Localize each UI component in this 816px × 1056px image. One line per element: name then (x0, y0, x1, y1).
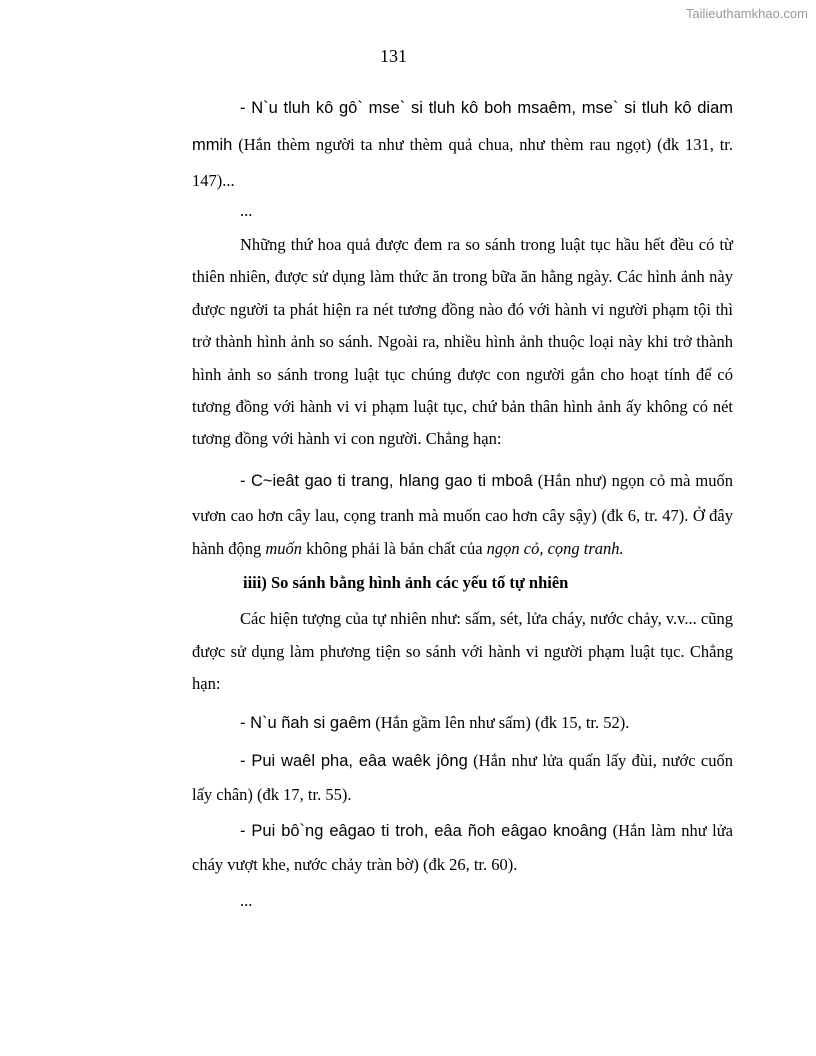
example-translation: (Hắn thèm người ta như thèm quả chua, như thèm rau ngọt) (đk 131, tr. 147)... (192, 134, 733, 190)
example-4 (192, 744, 733, 811)
emphasis: ngọn cỏ, cọng tranh. (486, 539, 624, 558)
example-source: - N`u tluh kô gô` mse` si tluh kô boh msaêm, mse` si tluh kô diam mmih (192, 99, 733, 154)
example-1 (192, 90, 733, 200)
emphasis: muốn (265, 539, 302, 558)
paragraph: Những thứ hoa quả được đem ra so sánh trong luật tục hầu hết đều có từ thiên nhiên, được sử dụng làm thức ăn trong bữa ăn hằng ngày. Các hình ảnh này được người ta phát hiện ra nét tương đồng nào đó với hành vi người phạm tội thì trở thành hình ảnh so sánh. Ngoài ra, nhiều hình ảnh thuộc loại này khi trở thành hình ảnh so sánh trong luật tục chúng được con người gắn cho hoạt tính để có tương đồng với hành vi vi phạm luật tục, chứ bản thân hình ảnh ấy không có nét tương đồng với hành vi con người. Chẳng hạn: (192, 235, 733, 449)
example-translation: (Hắn như) ngọn cỏ mà muốn vươn cao hơn cây lau, cọng tranh mà muốn cao hơn cây sậy) (đk 6, tr. 47). Ở đây hành động (192, 471, 733, 558)
page-number: 131 (380, 46, 407, 66)
example-source: - Pui waêl pha, eâa waêk jông (240, 752, 468, 770)
example-5 (192, 814, 733, 881)
ellipsis: ... (240, 201, 253, 220)
example-translation: (Hắn như lửa quấn lấy đùi, nước cuốn lấy chân) (đk 17, tr. 55). (192, 751, 733, 804)
example-translation: (Hắn gầm lên như sấm) (đk 15, tr. 52). (371, 713, 630, 732)
ellipsis: ... (240, 891, 253, 910)
section-heading: iiii) So sánh bằng hình ảnh các yếu tố tự nhiên (243, 573, 569, 592)
text: không phải là bản chất của (302, 539, 487, 558)
example-source: - Pui bô`ng eâgao ti troh, eâa ñoh eâgao knoâng (240, 822, 608, 840)
example-3 (192, 706, 733, 740)
watermark: Tailieuthamkhao.com (685, 6, 808, 21)
example-source: - N`u ñah si gaêm (240, 714, 372, 732)
example-2 (192, 464, 733, 566)
paragraph: Các hiện tượng của tự nhiên như: sấm, sét, lửa cháy, nước chảy, v.v... cũng được sử dụng làm phương tiện so sánh với hành vi người phạm luật tục. Chẳng hạn: (192, 609, 733, 693)
example-translation: (Hắn làm như lửa cháy vượt khe, nước chảy tràn bờ) (đk 26, tr. 60). (192, 821, 733, 874)
example-source: - C~ieât gao ti trang, hlang gao ti mboâ (240, 472, 533, 490)
